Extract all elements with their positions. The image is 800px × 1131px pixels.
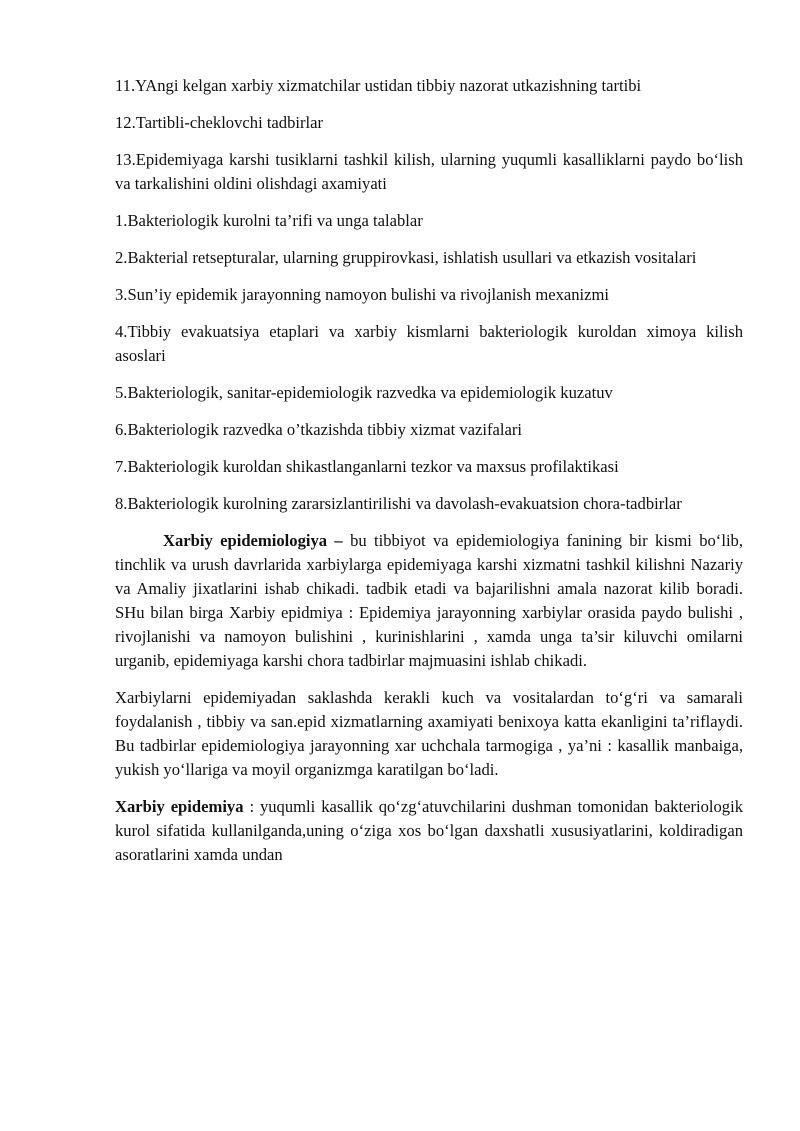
term-heading: Xarbiy epidemiya <box>115 797 244 816</box>
term-heading: Xarbiy epidemiologiya – <box>163 531 343 550</box>
list-item: 3.Sun’iy epidemik jarayonning namoyon bulishi va rivojlanish mexanizmi <box>115 285 610 304</box>
body-paragraph: Xarbiylarni epidemiyadan saklashda kerakli kuch va vositalardan to‘g‘ri va samarali foydalanish , tibbiy va san.epid xizmatlarning axamiyati benixoya katta ekanligini ta’riflaydi. Bu tadbirlar epidemiologiya jarayonning xar uchchala tarmogiga , ya’ni : kasallik manbaiga, yukish yo‘llariga va moyil organizmga karatilgan bo‘ladi. <box>115 688 743 779</box>
document-page <box>115 74 743 880</box>
list-item: 1.Bakteriologik kurolni ta’rifi va unga talablar <box>115 211 423 230</box>
list-item: 2.Bakterial retsepturalar, ularning gruppirovkasi, ishlatish usullari va etkazish vositalari <box>115 248 697 267</box>
list-item: 13.Epidemiyaga karshi tusiklarni tashkil kilish, ularning yuqumli kasalliklarni paydo bo‘lish va tarkalishini oldini olishdagi axamiyati <box>115 150 743 193</box>
list-item: 8.Bakteriologik kurolning zararsizlantirilishi va davolash-evakuatsion chora-tadbirlar <box>115 494 682 513</box>
list-item: 7.Bakteriologik kuroldan shikastlanganlarni tezkor va maxsus profilaktikasi <box>115 457 619 476</box>
list-item: 5.Bakteriologik, sanitar-epidemiologik razvedka va epidemiologik kuzatuv <box>115 383 613 402</box>
list-item: 4.Tibbiy evakuatsiya etaplari va xarbiy kismlarni bakteriologik kuroldan ximoya kilish asoslari <box>115 322 743 365</box>
list-item: 11.YAngi kelgan xarbiy xizmatchilar ustidan tibbiy nazorat utkazishning tartibi <box>115 76 642 95</box>
definition-paragraph <box>115 529 743 673</box>
paragraph-text: bu tibbiyot va epidemiologiya fanining bir kismi bo‘lib, tinchlik va urush davrlarida xarbiylarga epidemiyaga karshi xizmatni tashkil kilishni Nazariy va Amaliy jixatlarini ishab chikadi. tadbik etadi va bajarilishni amala nazorat kilib boradi. SHu bilan birga Xarbiy epidmiya : Epidemiya jarayonning xarbiylar orasida paydo bulishi , rivojlanishi va namoyon bulishini , kurinishlarini , xamda unga ta’sir kiluvchi omilarni urganib, epidemiyaga karshi chora tadbirlar majmuasini ishlab chikadi. <box>115 531 744 670</box>
list-item: 6.Bakteriologik razvedka o’tkazishda tibbiy xizmat vazifalari <box>115 420 523 439</box>
list-item: 12.Tartibli-cheklovchi tadbirlar <box>115 113 324 132</box>
definition-paragraph <box>115 795 743 867</box>
paragraph-text: : yuqumli kasallik qo‘zg‘atuvchilarini dushman tomonidan bakteriologik kurol sifatida kullanilganda,uning o‘ziga xos bo‘lgan daxshatli xususiyatlarini, koldiradigan asoratlarini xamda undan <box>115 797 743 864</box>
